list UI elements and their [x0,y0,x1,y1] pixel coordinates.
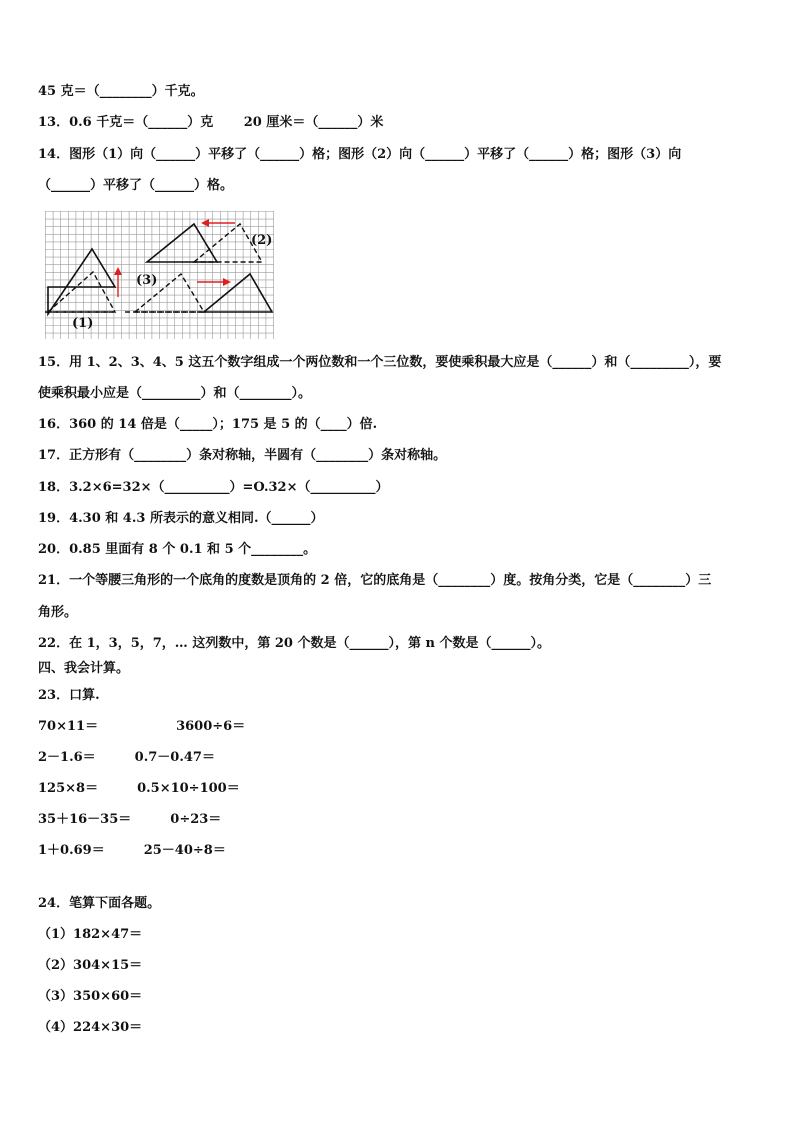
arrow-right [197,278,231,286]
question-18: 18．3.2×6=32×（__________）=O.32×（__________） [38,480,389,495]
oral-row-3: 125×8＝ 0.5×10÷100＝ [38,781,240,796]
question-19: 19．4.30 和 4.3 所表示的意义相同.（______） [38,511,324,526]
section-4-heading: 四、我会计算。 [38,661,130,676]
question-20: 20．0.85 里面有 8 个 0.1 和 5 个________。 [38,542,317,557]
oral-row-1: 70×11＝ 3600÷6＝ [38,719,246,734]
label-shape-1: (1) [72,316,94,331]
question-23-title: 23．口算. [38,688,100,703]
translation-grid-figure [45,211,274,339]
question-13: 13．0.6 千克＝（______）克 20 厘米＝（______）米 [38,115,384,130]
question-16: 16．360 的 14 倍是（_____）；175 是 5 的（____）倍. [38,417,378,432]
written-calc-4: （4）224×30＝ [38,1020,143,1035]
written-calc-3: （3）350×60＝ [38,989,143,1004]
question-14-line1: 14．图形（1）向（______）平移了（______）格；图形（2）向（______）平移了（______）格；图形（3）向 [38,147,682,162]
oral-row-5: 1＋0.69＝ 25－40÷8＝ [38,843,226,858]
question-12-tail: 45 克＝（________）千克。 [38,84,204,99]
question-21-line1: 21．一个等腰三角形的一个底角的度数是顶角的 2 倍，它的底角是（________）度。按角分类，它是（________）三 [38,573,712,588]
question-15-line2: 使乘积最小应是（_________）和（________）。 [38,386,312,401]
label-shape-3: (3) [136,273,158,288]
grid-svg [45,211,274,339]
question-14-line2: （______）平移了（______）格。 [38,178,234,193]
question-21-line2: 角形。 [38,605,78,620]
triangle-1-dashed [48,272,115,312]
written-calc-1: （1）182×47＝ [38,927,143,942]
oral-row-4: 35＋16－35＝ 0÷23＝ [38,812,222,827]
question-22: 22．在 1，3，5，7，… 这列数中，第 20 个数是（______），第 n 个数是（______）。 [38,636,550,651]
written-calc-2: （2）304×15＝ [38,958,143,973]
question-24-title: 24．笔算下面各题。 [38,896,161,911]
arrow-left [201,219,235,227]
oral-row-2: 2－1.6＝ 0.7－0.47＝ [38,750,215,765]
question-17: 17．正方形有（________）条对称轴，半圆有（________）条对称轴。 [38,448,447,463]
label-shape-2: (2) [251,233,273,248]
question-15-line1: 15．用 1、2、3、4、5 这五个数字组成一个两位数和一个三位数，要使乘积最大应是（______）和（_________），要 [38,355,722,370]
triangle-1-solid [48,249,115,314]
arrow-up [114,267,122,297]
